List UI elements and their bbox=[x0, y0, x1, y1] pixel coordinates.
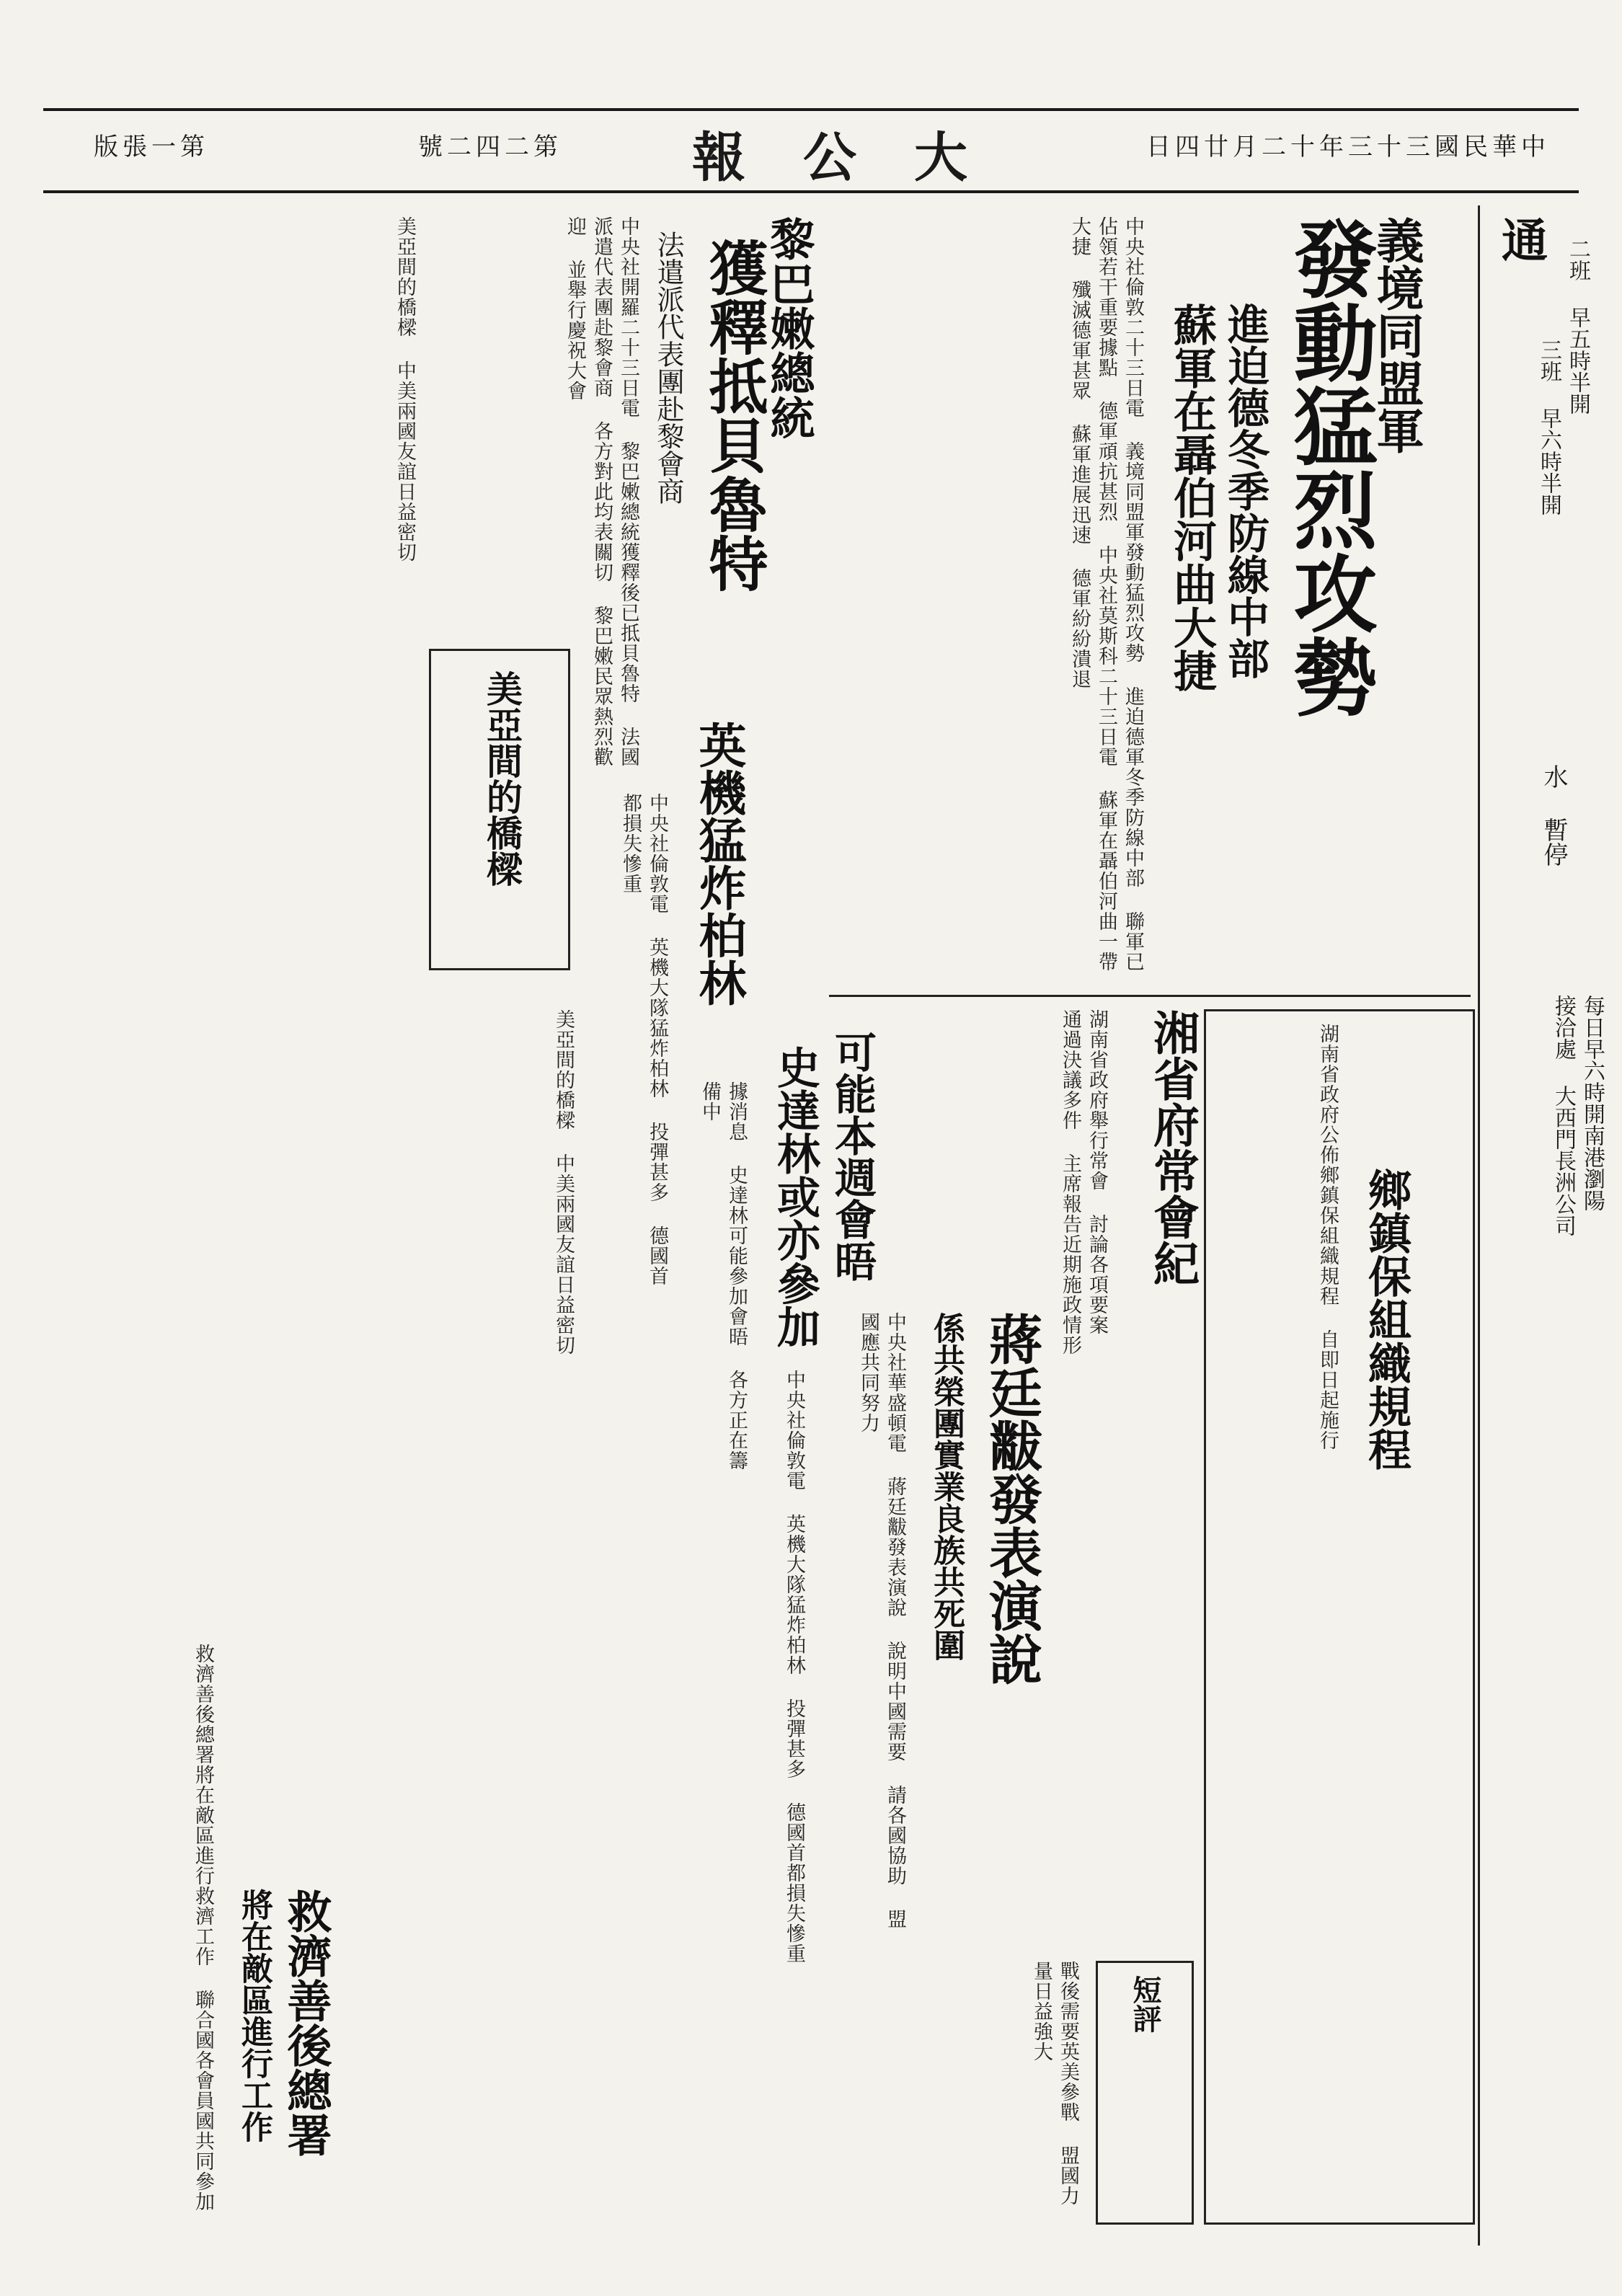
ad-line-4: 接洽處 大西門長洲公司 bbox=[1551, 995, 1576, 1236]
chiang-story-headline: 蔣廷黻發表演說 bbox=[980, 1312, 1042, 1685]
chiang-story-subhead: 係共榮團實業良族共死圍 bbox=[928, 1312, 965, 1661]
left-middle-body: 美亞間的橋樑 中美兩國友誼日益密切 bbox=[552, 1009, 575, 1355]
ad-line-3: 水 暫停 bbox=[1539, 764, 1568, 866]
bomb-story-body: 中央社倫敦電 英機大隊猛炸柏林 投彈甚多 德國首都損失慘重 bbox=[619, 793, 668, 1286]
top-story-second-headline: 蘇軍在聶伯河曲大捷 bbox=[1166, 303, 1217, 692]
relief-story-body: 救濟善後總署將在敵區進行救濟工作 聯合國各會員國共同參加 bbox=[192, 1644, 214, 2212]
paris-story-body: 中央社開羅二十三日電 黎巴嫩總統獲釋後已抵貝魯特 法國派遣代表團赴黎會商 各方對此均表關切 黎巴嫩民眾熱烈歡迎 並舉行慶祝大會 bbox=[564, 216, 639, 767]
top-story-headline: 發動猛烈攻勢 bbox=[1280, 216, 1378, 718]
hunan-story-headline: 湘省府常會紀 bbox=[1145, 1009, 1200, 1286]
bomb-story-headline: 英機猛炸柏林 bbox=[691, 721, 747, 1006]
hunan-story-body: 湖南省政府舉行常會 討論各項要案 通過決議多件 主席報告近期施政情形 bbox=[1059, 1009, 1108, 1355]
relief-story-subhead: 將在敵區進行工作 bbox=[236, 1889, 272, 2142]
top-story-kicker: 義境同盟軍 bbox=[1368, 216, 1424, 454]
left-column-body: 美亞間的橋樑 中美兩國友誼日益密切 bbox=[394, 216, 416, 562]
ad-line-5: 每日早六時開南港瀏陽 bbox=[1579, 995, 1605, 1211]
ad-line-2: 三班 早六時半開 bbox=[1536, 339, 1561, 515]
paris-story-subhead: 法遣派代表團赴黎會商 bbox=[652, 231, 684, 505]
paris-story-kicker: 黎巴嫩總統 bbox=[763, 216, 815, 440]
issue-date: 日四廿月二十年三十三國民華中 bbox=[1146, 133, 1550, 161]
section-divider bbox=[829, 995, 1471, 997]
ad-title: 通 bbox=[1494, 216, 1548, 262]
top-story-subhead: 進迫德冬季防線中部 bbox=[1220, 303, 1269, 679]
newspaper-title: 報公大 bbox=[692, 127, 1025, 189]
stalin-story-headline: 史達林或亦參加 bbox=[770, 1045, 820, 1348]
village-story-headline: 鄉鎮保組織規程 bbox=[1361, 1168, 1412, 1471]
comment-label: 短評 bbox=[1128, 1975, 1162, 2033]
top-story-body: 中央社倫敦二十三日電 義境同盟軍發動猛烈攻勢 進迫德軍冬季防線中部 聯軍已佔領若干重要據點 德軍頑抗甚烈 中央社莫斯科二十三日電 蘇軍在聶伯河曲一帶大捷 殲滅德軍甚眾 蘇軍進展迅速 德軍紛紛潰退 bbox=[1068, 216, 1144, 972]
paris-story-headline: 獲釋抵貝魯特 bbox=[699, 238, 768, 593]
chiang-story-body: 中央社華盛頓電 蔣廷黻發表演說 說明中國需要 請各國協助 盟國應共同努力 bbox=[857, 1312, 906, 1929]
stalin-story-subhead: 可能本週會晤 bbox=[828, 1031, 877, 1282]
ad-line-1: 二班 早五時半開 bbox=[1565, 238, 1590, 415]
bottom-middle-body: 中央社倫敦電 英機大隊猛炸柏林 投彈甚多 德國首都損失慘重 bbox=[783, 1370, 805, 1964]
relief-story-headline: 救濟善後總署 bbox=[280, 1889, 332, 2157]
issue-number: 號二四二第 bbox=[418, 133, 562, 161]
american-story-headline: 美亞間的橋樑 bbox=[481, 670, 523, 887]
village-story-body: 湖南省政府公佈鄉鎮保組織規程 自即日起施行 bbox=[1316, 1024, 1339, 1450]
masthead bbox=[43, 108, 1579, 193]
edition-label: 版張一第 bbox=[94, 133, 209, 161]
comment-body: 戰後需要英美參戰 盟國力量日益強大 bbox=[1030, 1961, 1079, 2206]
ad-column-divider bbox=[1478, 205, 1480, 2246]
stalin-story-body: 據消息 史達林可能參加會晤 各方正在籌備中 bbox=[699, 1081, 748, 1471]
